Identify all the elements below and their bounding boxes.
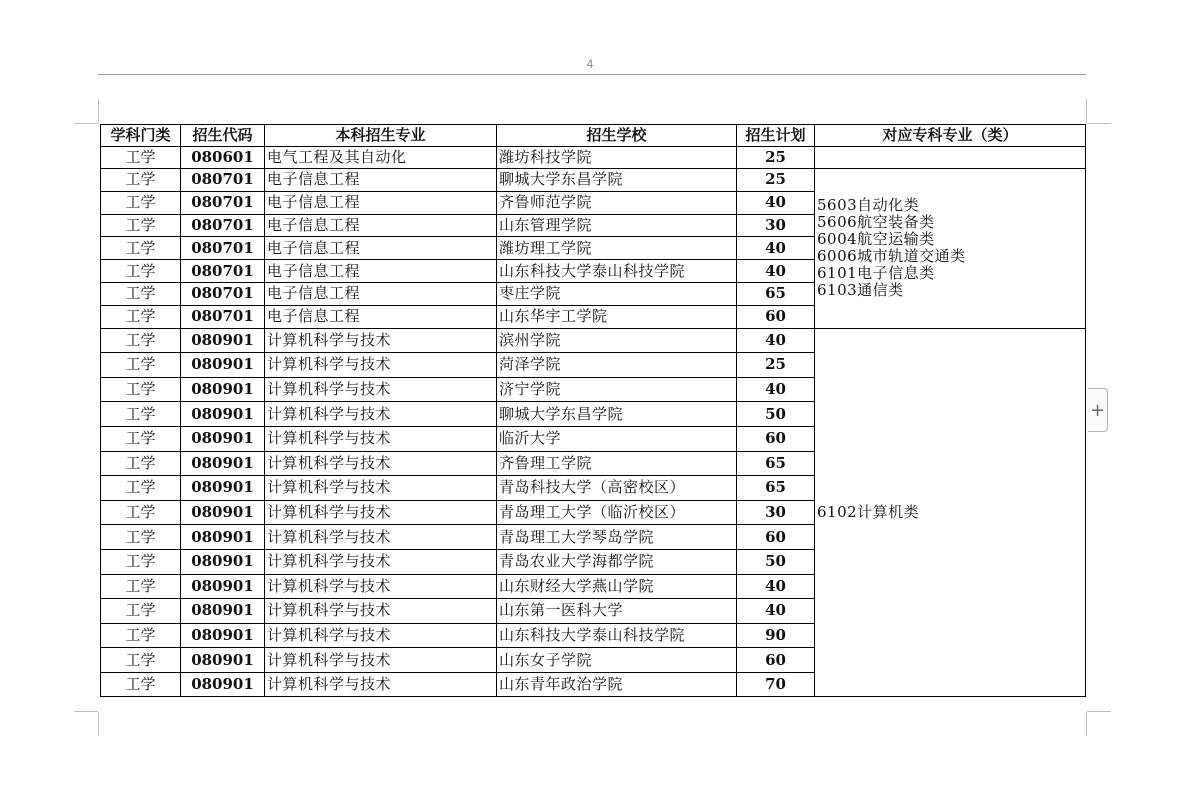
cell-code: 080901 bbox=[181, 451, 265, 476]
corresponding-major: 6101电子信息类 bbox=[817, 264, 935, 283]
cell-code: 080901 bbox=[181, 648, 265, 673]
cell-school: 菏泽学院 bbox=[497, 353, 737, 378]
plus-icon[interactable]: + bbox=[1089, 399, 1106, 421]
cell-major: 电子信息工程 bbox=[265, 191, 497, 214]
cell-category: 工学 bbox=[101, 169, 181, 192]
cell-major: 电子信息工程 bbox=[265, 282, 497, 305]
cell-major: 计算机科学与技术 bbox=[265, 623, 497, 648]
corresponding-major: 5606航空装备类 bbox=[817, 213, 935, 232]
cell-school: 山东华宇工学院 bbox=[497, 305, 737, 328]
cell-plan: 60 bbox=[737, 648, 815, 673]
add-page-tab[interactable] bbox=[1088, 388, 1108, 432]
crop-mark-bottom-left-h bbox=[74, 711, 98, 712]
cell-code: 080701 bbox=[181, 282, 265, 305]
table-group bbox=[101, 169, 1086, 329]
cell-plan: 60 bbox=[737, 525, 815, 550]
corresponding-major: 6103通信类 bbox=[817, 281, 904, 300]
cell-category: 工学 bbox=[101, 402, 181, 427]
cell-code: 080701 bbox=[181, 169, 265, 192]
cell-code: 080901 bbox=[181, 328, 265, 353]
cell-category: 工学 bbox=[101, 672, 181, 697]
header-corresponding: 对应专科专业（类） bbox=[815, 125, 1086, 147]
cell-major: 电子信息工程 bbox=[265, 169, 497, 192]
cell-major: 计算机科学与技术 bbox=[265, 353, 497, 378]
cell-plan: 40 bbox=[737, 237, 815, 260]
cell-category: 工学 bbox=[101, 377, 181, 402]
cell-plan: 40 bbox=[737, 191, 815, 214]
cell-code: 080901 bbox=[181, 353, 265, 378]
cell-code: 080901 bbox=[181, 574, 265, 599]
table-header bbox=[101, 125, 1086, 147]
cell-school: 济宁学院 bbox=[497, 377, 737, 402]
cell-major: 计算机科学与技术 bbox=[265, 549, 497, 574]
cell-plan: 65 bbox=[737, 451, 815, 476]
cell-code: 080901 bbox=[181, 402, 265, 427]
cell-plan: 25 bbox=[737, 353, 815, 378]
cell-major: 计算机科学与技术 bbox=[265, 328, 497, 353]
header-code: 招生代码 bbox=[181, 125, 265, 147]
cell-code: 080901 bbox=[181, 525, 265, 550]
cell-plan: 40 bbox=[737, 260, 815, 283]
cell-category: 工学 bbox=[101, 147, 181, 169]
cell-major: 计算机科学与技术 bbox=[265, 500, 497, 525]
header-rule bbox=[98, 74, 1086, 75]
cell-school: 齐鲁理工学院 bbox=[497, 451, 737, 476]
cell-code: 080901 bbox=[181, 623, 265, 648]
header-row bbox=[101, 125, 1086, 147]
cell-code: 080901 bbox=[181, 500, 265, 525]
cell-category: 工学 bbox=[101, 282, 181, 305]
cell-plan: 50 bbox=[737, 402, 815, 427]
table-group bbox=[101, 328, 1086, 697]
table-row bbox=[101, 169, 1086, 192]
cell-major: 计算机科学与技术 bbox=[265, 672, 497, 697]
cell-code: 080901 bbox=[181, 549, 265, 574]
cell-category: 工学 bbox=[101, 353, 181, 378]
cell-school: 聊城大学东昌学院 bbox=[497, 169, 737, 192]
cell-category: 工学 bbox=[101, 574, 181, 599]
cell-plan: 40 bbox=[737, 377, 815, 402]
header-category: 学科门类 bbox=[101, 125, 181, 147]
table-row bbox=[101, 328, 1086, 353]
header-school: 招生学校 bbox=[497, 125, 737, 147]
header-plan: 招生计划 bbox=[737, 125, 815, 147]
cell-school: 齐鲁师范学院 bbox=[497, 191, 737, 214]
cell-major: 电子信息工程 bbox=[265, 305, 497, 328]
table-row bbox=[101, 147, 1086, 169]
cell-plan: 30 bbox=[737, 500, 815, 525]
cell-major: 电子信息工程 bbox=[265, 237, 497, 260]
cell-category: 工学 bbox=[101, 237, 181, 260]
cell-major: 计算机科学与技术 bbox=[265, 451, 497, 476]
cell-school: 山东青年政治学院 bbox=[497, 672, 737, 697]
cell-school: 山东第一医科大学 bbox=[497, 599, 737, 624]
cell-school: 青岛农业大学海都学院 bbox=[497, 549, 737, 574]
cell-plan: 30 bbox=[737, 214, 815, 237]
cell-school: 山东科技大学泰山科技学院 bbox=[497, 623, 737, 648]
cell-major: 计算机科学与技术 bbox=[265, 525, 497, 550]
page-number: 4 bbox=[586, 57, 594, 71]
cell-major: 计算机科学与技术 bbox=[265, 377, 497, 402]
cell-category: 工学 bbox=[101, 623, 181, 648]
cell-code: 080901 bbox=[181, 672, 265, 697]
cell-school: 临沂大学 bbox=[497, 426, 737, 451]
cell-plan: 25 bbox=[737, 169, 815, 192]
crop-mark-top-left-h bbox=[74, 123, 98, 124]
cell-school: 潍坊理工学院 bbox=[497, 237, 737, 260]
cell-code: 080701 bbox=[181, 214, 265, 237]
cell-major: 计算机科学与技术 bbox=[265, 476, 497, 501]
crop-mark-bottom-right-v bbox=[1086, 712, 1087, 736]
cell-plan: 60 bbox=[737, 426, 815, 451]
cell-code: 080901 bbox=[181, 476, 265, 501]
cell-category: 工学 bbox=[101, 525, 181, 550]
cell-school: 青岛理工大学琴岛学院 bbox=[497, 525, 737, 550]
cell-code: 080601 bbox=[181, 147, 265, 169]
cell-major: 计算机科学与技术 bbox=[265, 426, 497, 451]
cell-category: 工学 bbox=[101, 648, 181, 673]
cell-school: 山东财经大学燕山学院 bbox=[497, 574, 737, 599]
cell-corresponding bbox=[815, 169, 1086, 329]
cell-school: 山东女子学院 bbox=[497, 648, 737, 673]
cell-code: 080901 bbox=[181, 377, 265, 402]
cell-plan: 40 bbox=[737, 599, 815, 624]
cell-plan: 40 bbox=[737, 574, 815, 599]
crop-mark-top-right-v bbox=[1086, 99, 1087, 123]
cell-major: 计算机科学与技术 bbox=[265, 574, 497, 599]
cell-school: 山东科技大学泰山科技学院 bbox=[497, 260, 737, 283]
cell-code: 080701 bbox=[181, 305, 265, 328]
cell-category: 工学 bbox=[101, 305, 181, 328]
cell-corresponding bbox=[815, 147, 1086, 169]
cell-category: 工学 bbox=[101, 549, 181, 574]
cell-plan: 60 bbox=[737, 305, 815, 328]
header-major: 本科招生专业 bbox=[265, 125, 497, 147]
cell-school: 青岛科技大学（高密校区） bbox=[497, 476, 737, 501]
crop-mark-bottom-left-v bbox=[98, 712, 99, 736]
cell-category: 工学 bbox=[101, 500, 181, 525]
cell-plan: 50 bbox=[737, 549, 815, 574]
cell-category: 工学 bbox=[101, 328, 181, 353]
corresponding-major: 6004航空运输类 bbox=[817, 230, 935, 249]
cell-major: 电子信息工程 bbox=[265, 260, 497, 283]
cell-major: 计算机科学与技术 bbox=[265, 648, 497, 673]
cell-category: 工学 bbox=[101, 260, 181, 283]
cell-school: 枣庄学院 bbox=[497, 282, 737, 305]
cell-code: 080701 bbox=[181, 260, 265, 283]
cell-school: 青岛理工大学（临沂校区） bbox=[497, 500, 737, 525]
crop-mark-top-left-v bbox=[98, 99, 99, 123]
cell-category: 工学 bbox=[101, 426, 181, 451]
enrollment-table bbox=[100, 124, 1086, 697]
cell-major: 计算机科学与技术 bbox=[265, 599, 497, 624]
cell-major: 电子信息工程 bbox=[265, 214, 497, 237]
cell-school: 聊城大学东昌学院 bbox=[497, 402, 737, 427]
cell-plan: 25 bbox=[737, 147, 815, 169]
cell-code: 080901 bbox=[181, 599, 265, 624]
cell-code: 080701 bbox=[181, 237, 265, 260]
corresponding-major: 6102计算机类 bbox=[817, 503, 920, 522]
cell-school: 山东管理学院 bbox=[497, 214, 737, 237]
cell-category: 工学 bbox=[101, 599, 181, 624]
corresponding-major: 6006城市轨道交通类 bbox=[817, 247, 966, 266]
cell-code: 080701 bbox=[181, 191, 265, 214]
crop-mark-top-right-h bbox=[1087, 123, 1111, 124]
cell-category: 工学 bbox=[101, 476, 181, 501]
cell-plan: 65 bbox=[737, 476, 815, 501]
cell-category: 工学 bbox=[101, 191, 181, 214]
cell-code: 080901 bbox=[181, 426, 265, 451]
cell-school: 潍坊科技学院 bbox=[497, 147, 737, 169]
cell-school: 滨州学院 bbox=[497, 328, 737, 353]
cell-major: 电气工程及其自动化 bbox=[265, 147, 497, 169]
cell-plan: 40 bbox=[737, 328, 815, 353]
cell-plan: 65 bbox=[737, 282, 815, 305]
cell-plan: 90 bbox=[737, 623, 815, 648]
cell-category: 工学 bbox=[101, 214, 181, 237]
cell-corresponding bbox=[815, 328, 1086, 697]
cell-category: 工学 bbox=[101, 451, 181, 476]
table-group bbox=[101, 147, 1086, 169]
corresponding-major: 5603自动化类 bbox=[817, 196, 920, 215]
cell-plan: 70 bbox=[737, 672, 815, 697]
cell-major: 计算机科学与技术 bbox=[265, 402, 497, 427]
crop-mark-bottom-right-h bbox=[1087, 711, 1111, 712]
